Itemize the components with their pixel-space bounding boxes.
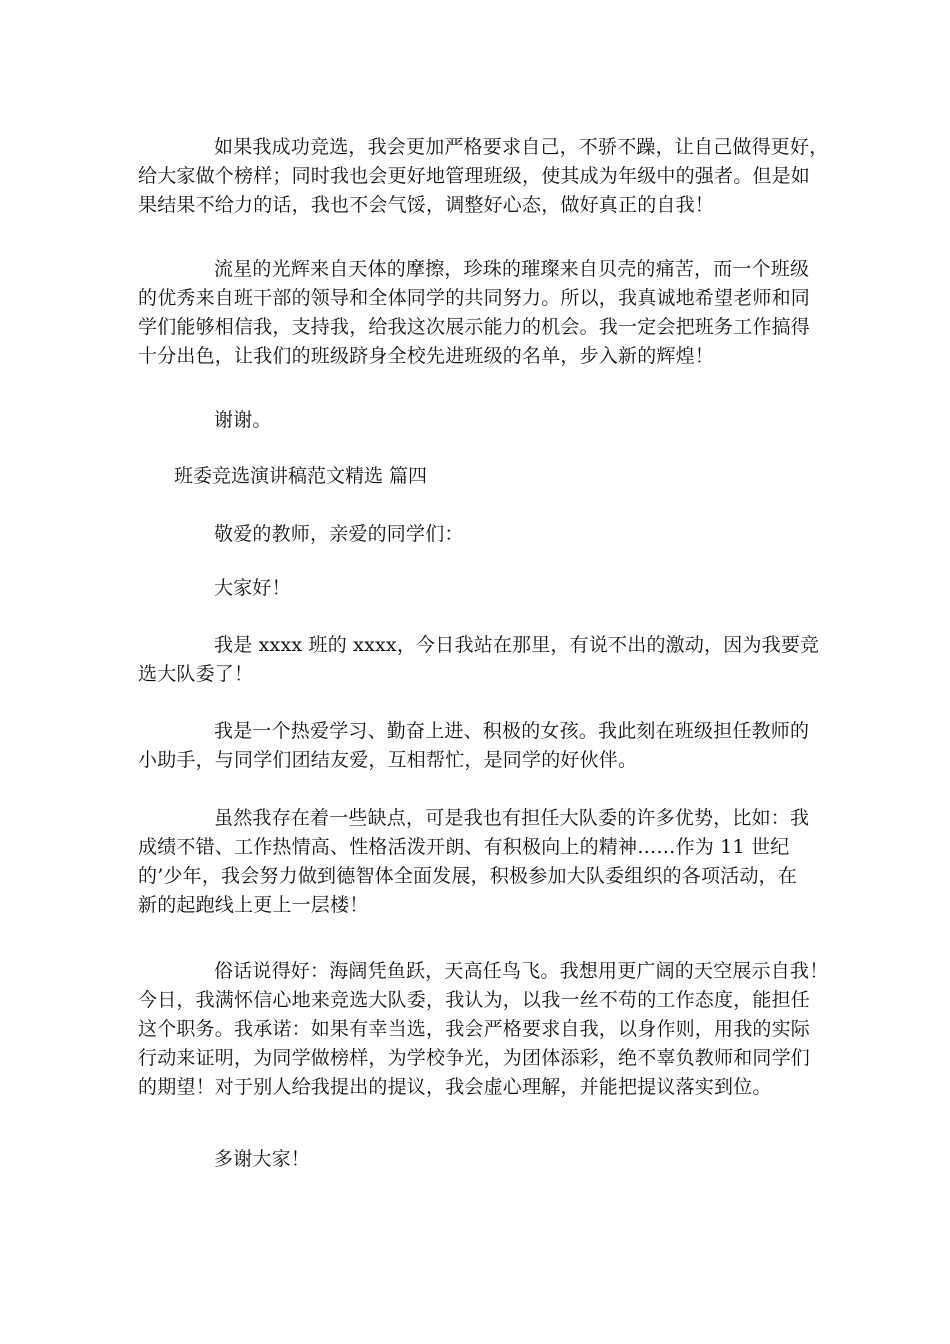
paragraph-line: 小助手，与同学们团结友爱，互相帮忙，是同学的好伙伴。 — [138, 749, 638, 771]
paragraph-line: 成绩不错、工作热情高、性格活泼开朗、有积极向上的精神……作为 11 世纪 — [138, 836, 790, 858]
paragraph-line: 多谢大家！ — [214, 1148, 311, 1170]
paragraph-line: 十分出色，让我们的班级跻身全校先进班级的名单，步入新的辉煌！ — [138, 345, 715, 367]
paragraph-line: 选大队委了！ — [138, 663, 254, 685]
paragraph-self — [138, 717, 830, 775]
paragraph-line: 的优秀来自班干部的领导和全体同学的共同努力。所以，我真诚地希望老师和同 — [138, 287, 811, 309]
section-heading: 班委竞选演讲稿范文精选 篇四 — [174, 465, 428, 487]
paragraph-line: 俗话说得好：海阔凭鱼跃，天高任鸟飞。我想用更广阔的天空展示自我！ — [214, 960, 829, 982]
paragraph-line: 学们能够相信我，支持我，给我这次展示能力的机会。我一定会把班务工作搞得 — [138, 316, 811, 338]
paragraph-2 — [138, 255, 830, 371]
paragraph-line: 我是 xxxx 班的 xxxx，今日我站在那里，有说不出的激动，因为我要竞 — [214, 634, 820, 656]
paragraph-line: 如果我成功竞选，我会更加严格要求自己，不骄不躁，让自己做得更好， — [214, 136, 829, 158]
paragraph-line: 大家好！ — [214, 577, 291, 599]
paragraph-line: 的’少年，我会努力做到德智体全面发展，积极参加大队委组织的各项活动，在 — [138, 865, 798, 887]
paragraph-line: 果结果不给力的话，我也不会气馁，调整好心态，做好真正的自我！ — [138, 194, 715, 216]
paragraph-line: 流星的光辉来自天体的摩擦，珍珠的璀璨来自贝壳的痛苦，而一个班级 — [214, 258, 810, 280]
paragraph-line: 我是一个热爱学习、勤奋上进、积极的女孩。我此刻在班级担任教师的 — [214, 720, 810, 742]
paragraph-line: 新的起跑线上更上一层楼！ — [138, 894, 369, 916]
paragraph-line: 的期望！对于别人给我提出的提议，我会虚心理解，并能把提议落实到位。 — [138, 1076, 772, 1098]
paragraph-hello — [138, 574, 830, 603]
paragraph-thanks — [138, 1145, 830, 1174]
paragraph-line: 谢谢。 — [214, 409, 272, 431]
paragraph-line: 敬爱的教师，亲爱的同学们： — [214, 523, 464, 545]
paragraph-promise — [138, 957, 830, 1102]
paragraph-strengths — [138, 804, 830, 920]
paragraph-line: 今日，我满怀信心地来竞选大队委，我认为，以我一丝不苟的工作态度，能担任 — [138, 989, 811, 1011]
paragraph-intro — [138, 631, 830, 689]
paragraph-greeting — [138, 520, 830, 549]
paragraph-1 — [138, 133, 830, 220]
paragraph-3 — [138, 406, 830, 435]
paragraph-line: 虽然我存在着一些缺点，可是我也有担任大队委的许多优势，比如：我 — [214, 807, 810, 829]
paragraph-line: 行动来证明，为同学做榜样，为学校争光，为团体添彩，绝不辜负教师和同学们 — [138, 1047, 811, 1069]
paragraph-line: 这个职务。我承诺：如果有幸当选，我会严格要求自我，以身作则，用我的实际 — [138, 1018, 811, 1040]
paragraph-line: 给大家做个榜样；同时我也会更好地管理班级，使其成为年级中的强者。但是如 — [138, 165, 811, 187]
